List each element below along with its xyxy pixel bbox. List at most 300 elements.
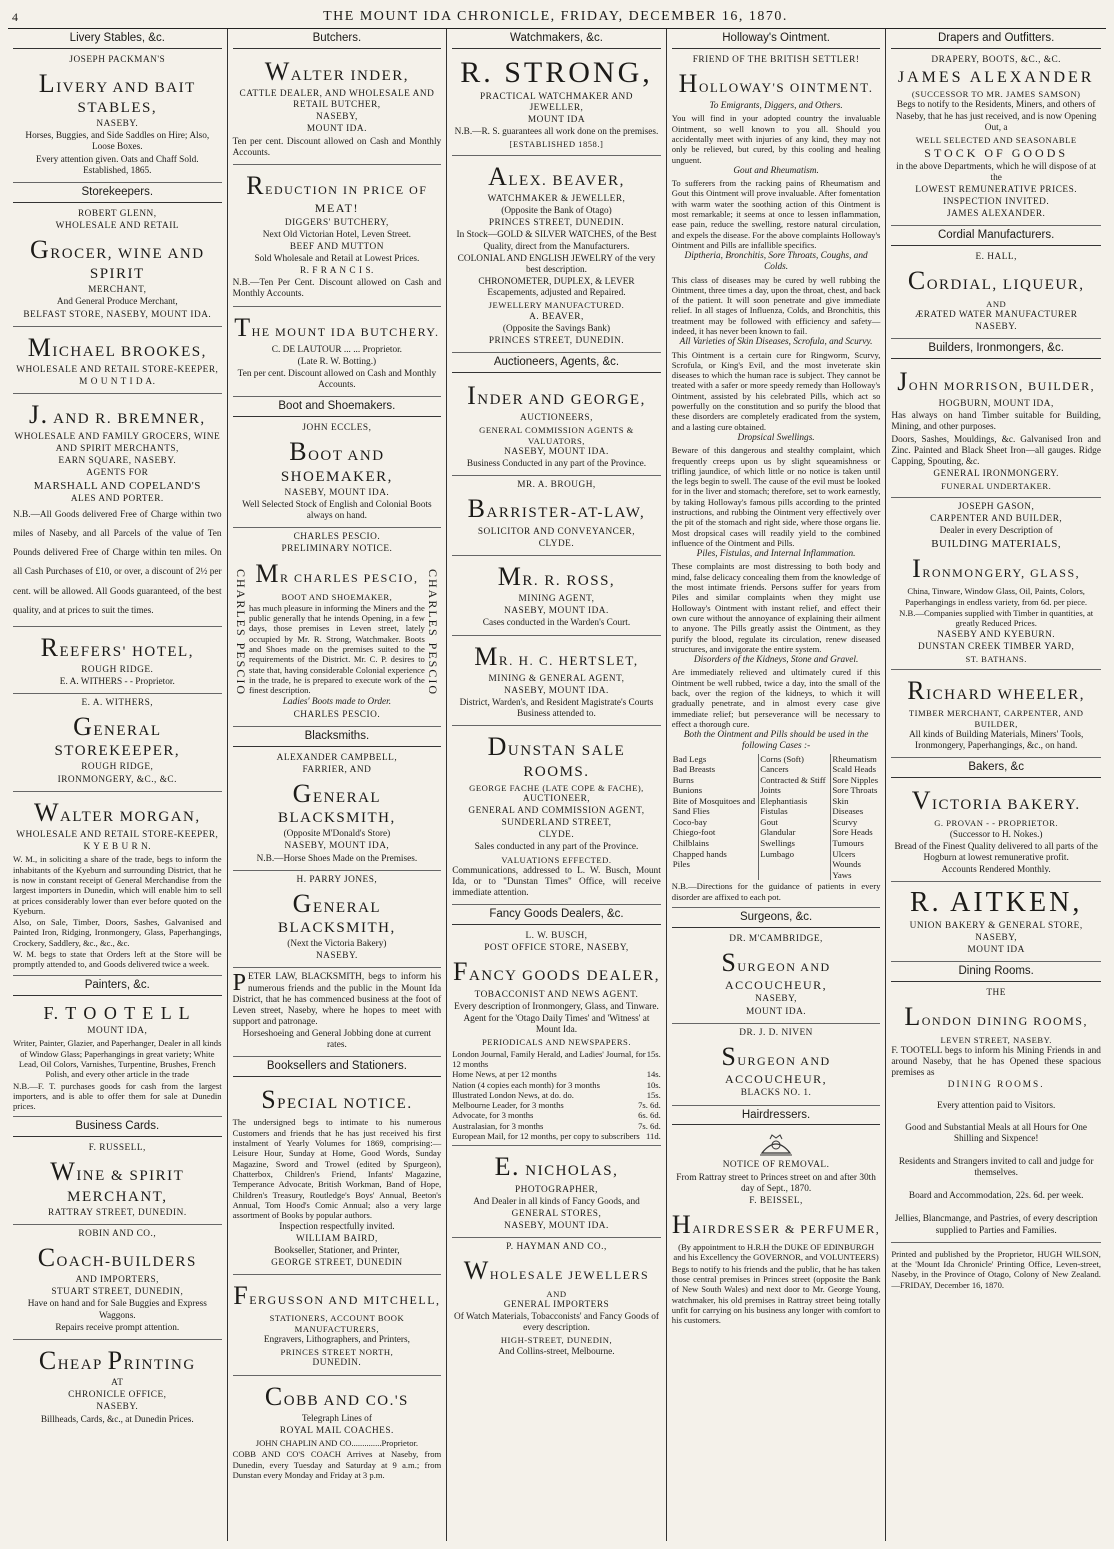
- ad-line: NASEBY, MOUNT IDA.: [504, 606, 609, 617]
- section-heading: Painters, &c.: [13, 979, 222, 996]
- ad-body: N.B.—Directions for the guidance of patients in every disorder are affixed to each pot.: [671, 881, 881, 902]
- ad-line: ST. BATHANS.: [965, 653, 1027, 664]
- subheading: Diptheria, Bronchitis, Sore Throats, Coughs, and Colds.: [684, 251, 868, 273]
- ad-line: Engravers, Lithographers, and Printers,: [263, 1335, 410, 1346]
- section-heading: Bakers, &c: [891, 761, 1101, 778]
- ad-line: NASEBY, MOUNT IDA.: [504, 446, 609, 457]
- section-heading: Fancy Goods Dealers, &c.: [452, 908, 661, 925]
- ad-line: C. DE LAUTOUR ... ... Proprietor.: [271, 344, 403, 355]
- ad-body: Writer, Painter, Glazier, and Paperhanger, Dealer in all kinds of Window Glass; Paperhangings in great variety; White Lead, Oil Colors, Varnishes, Turpentine, Brushes, French Polish, and every other article in the trade: [13, 1038, 222, 1080]
- ad-glenn: [13, 205, 222, 327]
- ad-headline: REDUCTION IN PRICE OF MEAT!: [246, 170, 428, 216]
- ad-body: W. M. begs to state that Orders left at the Store will be promptly attended to, and Goods delivered twice a week.: [13, 949, 222, 970]
- ad-body: has much pleasure in informing the Miners and the public generally that he intends Opening, in a few days, those premises in Leven street, lately occupied by Mr. R. Strong, Watchmaker. Boots and Shoes made on the premises suited to the requirements of the District. Mr. C. P. desires to state that, having considerable Colonial experience in the trade, he is prepared to execute work of the finest description.: [248, 602, 425, 696]
- case-item: Bad Legs: [672, 753, 707, 764]
- ad-line: AND IMPORTERS,: [75, 1275, 159, 1286]
- ad-mccambridge: [672, 930, 881, 1024]
- ad-line: PRINCES STREET, DUNEDIN.: [488, 335, 625, 346]
- case-item: Coco-bay: [672, 816, 707, 827]
- ad-line: CARPENTER AND BUILDER,: [930, 513, 1063, 524]
- ad-hayman: [452, 1238, 661, 1363]
- subheading: Both the Ointment and Pills should be used in the following Cases :-: [683, 730, 869, 752]
- ad-line: BEEF AND MUTTON: [289, 241, 384, 252]
- ad-line: PERIODICALS AND NEWSPAPERS.: [481, 1037, 631, 1048]
- ad-headline: CHEAP PRINTING: [38, 1345, 196, 1375]
- ad-line: NASEBY, MOUNT IDA.: [504, 1221, 609, 1232]
- ad-line: NOTICE OF REMOVAL.: [722, 1160, 830, 1171]
- ad-body: These complaints are most distressing to both body and mind, false delicacy concealing them from the knowledge of the most intimate friends. Persons suffer for years from Piles and similar complaints when they might use Holloway's Ointment with instant relief, and effect their own cure without the annoyance of explaining their ailment to anyone. The Pills greatly assist the Ointment, as they purify the blood, regulate its circulation, renew diseased structures, and invigorate the entire system.: [671, 561, 881, 654]
- ad-line: AND: [546, 1288, 567, 1299]
- ad-diggers: [233, 165, 442, 307]
- section-heading: Dining Rooms.: [891, 965, 1101, 982]
- ad-line: MOUNT IDA.: [746, 1006, 807, 1017]
- ad-name: F. BEISSEL,: [749, 1195, 803, 1206]
- ad-line: NASEBY.: [96, 119, 139, 130]
- ad-line: LOWEST REMUNERATIVE PRICES.: [915, 184, 1078, 195]
- ad-line: (Next the Victoria Bakery): [287, 939, 387, 950]
- case-item: Ulcers: [832, 848, 856, 859]
- ad-line: NASEBY.: [315, 951, 358, 962]
- ad-withers: [13, 694, 222, 792]
- column-3: [447, 29, 667, 1541]
- case-item: Yaws: [832, 869, 852, 880]
- ad-headline: GENERAL BLACKSMITH,: [278, 779, 396, 827]
- ad-body: Agent for the 'Otago Daily Times' and 'Witness' at Mount Ida.: [463, 1013, 650, 1036]
- ad-cobb: [233, 1376, 442, 1486]
- ad-eccles: [233, 419, 442, 528]
- columns: [8, 29, 1106, 1541]
- ad-headline: RICHARD WHEELER,: [907, 676, 1086, 706]
- ad-line: PRINCES STREET NORTH,: [280, 1347, 394, 1358]
- ad-line: RATTRAY STREET, DUNEDIN.: [47, 1207, 187, 1218]
- ad-line: NASEBY, MOUNT IDA,: [284, 841, 390, 852]
- ad-line: Ladies' Boots made to Order.: [282, 696, 392, 707]
- ad-body: Are immediately relieved and ultimately cured if this Ointment be well rubbed, twice a day, into the small of the back, over the region of the kidneys, to which it will gradually penetrate, and in almost every case give immediate relief; but perseverance will be necessary to effect a thorough cure.: [671, 667, 881, 730]
- ad-headline: WALTER INDER,: [264, 56, 410, 86]
- ad-body: (By appointment to H.R.H the DUKE OF EDINBURGH and his Excellency the GOVERNOR, and VOLUNTEERS): [673, 1242, 879, 1263]
- ad-morgan: [13, 792, 222, 976]
- ad-line: G. PROVAN - - PROPRIETOR.: [934, 818, 1059, 829]
- ad-headline: COBB AND CO.'S: [264, 1381, 409, 1411]
- ad-body: Has always on hand Timber suitable for Building, Mining, and other purposes.: [891, 411, 1101, 433]
- ad-line: And Collins-street, Melbourne.: [498, 1346, 615, 1357]
- ad-line: MOUNT IDA,: [87, 1026, 148, 1037]
- ad-line: PRACTICAL WATCHMAKER AND JEWELLER,: [479, 91, 633, 113]
- ad-line: Sold Wholesale and Retail at Lowest Prices.: [254, 253, 420, 264]
- ad-gason: [891, 498, 1101, 671]
- column-2: [228, 29, 448, 1541]
- ad-name: DR. M'CAMBRIDGE,: [729, 933, 823, 944]
- case-item: Gout: [760, 816, 778, 827]
- ad-body: Also, on Sale, Timber, Doors, Sashes, Galvanised and Painted Iron, Ridging, Ironmongery, Glass, Paperhangings, Crockery, Saddlery, &c., &c., &c.: [13, 917, 222, 948]
- ad-headline: WINE & SPIRIT MERCHANT,: [50, 1157, 185, 1205]
- ad-line: Inspection respectfully invited.: [279, 1221, 395, 1232]
- ad-line: (Opposite M'Donald's Store): [283, 829, 391, 840]
- ad-line: GEORGE FACHE (LATE COPE & FACHE),: [469, 782, 644, 793]
- case-item: Sore Throats: [832, 785, 878, 796]
- ad-line: R. F R A N C I S.: [299, 266, 374, 277]
- ad-headline: HAIRDRESSER & PERFUMER,: [671, 1209, 881, 1239]
- ad-line: MERCHANT,: [88, 285, 147, 296]
- ad-body: COBB AND CO'S COACH Arrives at Naseby, from Dunedin, every Tuesday and Saturday at 9 a.m.; from Dunstan every Monday and Friday at 3 p.m.: [232, 1449, 442, 1481]
- ad-body: N.B.—F. T. purchases goods for cash from the largest importers, and is able to offer them for sale at Dunedin prices.: [13, 1080, 222, 1112]
- ad-pescio: [233, 528, 442, 727]
- ad-headline: SPECIAL NOTICE.: [261, 1085, 413, 1115]
- ad-headline: F. T O O T E L L: [43, 1002, 192, 1023]
- ad-body: Bread of the Finest Quality delivered to all parts of the Hogburn at lowest remunerative profit.: [894, 841, 1098, 864]
- ad-headline: MR. R. ROSS,: [497, 561, 616, 591]
- ad-victoria: [891, 780, 1101, 882]
- ad-dunstan: [452, 726, 661, 905]
- ad-headline: FANCY GOODS DEALER,: [452, 957, 660, 987]
- masthead: [8, 6, 1106, 29]
- ad-line: M O U N T I D A.: [79, 377, 156, 388]
- section-heading: Builders, Ironmongers, &c.: [891, 342, 1101, 359]
- ad-headline: MR CHARLES PESCIO,: [255, 559, 419, 589]
- ad-line: STATIONERS, ACCOUNT BOOK MANUFACTURERS,: [269, 1313, 405, 1334]
- ad-line: TOBACCONIST AND NEWS AGENT.: [474, 989, 639, 1000]
- ad-body: Every description of Ironmongery, Glass, and Tinware.: [454, 1001, 659, 1012]
- ad-line: MARSHALL AND COPELAND'S: [33, 480, 201, 492]
- column-5: [886, 29, 1106, 1541]
- section-heading: Auctioneers, Agents, &c.: [452, 356, 661, 373]
- ad-line: [ESTABLISHED 1858.]: [509, 139, 604, 150]
- ad-headline: LIVERY AND BAIT STABLES,: [38, 68, 196, 117]
- ad-body: Jellies, Blancmange, and Pastries, of every description supplied to Parties and Families.: [894, 1214, 1098, 1236]
- ad-line: JOHN CHAPLIN AND CO..............Proprietor.: [255, 1438, 419, 1449]
- ad-body: Sales conducted in any part of the Province.: [474, 842, 639, 853]
- ad-line: Next Old Victorian Hotel, Leven Street.: [262, 229, 412, 240]
- ad-headline: VICTORIA BAKERY.: [911, 786, 1081, 816]
- case-item: Bunions: [672, 785, 703, 796]
- ad-headline: INDER AND GEORGE,: [467, 380, 646, 410]
- ad-body: in the above Departments, which he will dispose of at the: [896, 161, 1097, 183]
- ad-line: ROYAL MAIL COACHES.: [279, 1425, 394, 1436]
- ad-body: This Ointment is a certain cure for Ringworm, Scurvy, Scrofula, or King's Evil, and the most inveterate skin diseases to which the human race is subject. They cannot be treated with a safer or more speedy remedy than Holloway's Ointment, assisted by his celebrated Pills, which act so powerfully on the constitution and so purify the blood that these disorders are completely eradicated from the system, and a lasting cure obtained.: [671, 349, 881, 432]
- ad-line: NASEBY, MOUNT IDA.: [504, 685, 609, 696]
- ad-line: NASEBY,: [315, 112, 358, 123]
- ad-law: [233, 968, 442, 1057]
- section-heading: Business Cards.: [13, 1120, 222, 1137]
- price-row: Illustrated London News, at do. do. 15s.: [452, 1089, 661, 1100]
- case-item: Cancers: [760, 764, 789, 775]
- ad-headline: THE MOUNT IDA BUTCHERY.: [234, 312, 440, 342]
- case-item: Chapped hands: [672, 848, 727, 859]
- price-list: [452, 1049, 661, 1142]
- subheading: Gout and Rheumatism.: [733, 165, 819, 176]
- ad-line: ROUGH RIDGE,: [81, 762, 154, 773]
- ad-line: CHARLES PESCIO.: [293, 709, 381, 720]
- ad-headline: JOHN MORRISON, BUILDER,: [897, 366, 1096, 396]
- ad-headline: R. STRONG,: [460, 55, 653, 89]
- ad-headline: E. NICHOLAS,: [494, 1152, 619, 1182]
- ad-packman: [13, 51, 222, 183]
- case-item: Sore Heads: [832, 827, 873, 838]
- ad-beissel: [672, 1127, 881, 1330]
- ad-headline: FERGUSSON AND MITCHELL,: [233, 1281, 441, 1311]
- ad-line: (Opposite the Bank of Otago): [501, 206, 612, 217]
- ad-niven: [672, 1024, 881, 1106]
- ad-body: Ten per cent. Discount allowed on Cash and Monthly Accounts.: [232, 136, 442, 158]
- ad-headline: BARRISTER-AT-LAW,: [467, 494, 646, 524]
- ad-line: IRONMONGERY, &C., &C.: [57, 774, 177, 785]
- ad-headline: COACH-BUILDERS: [37, 1242, 197, 1272]
- case-item: Contracted & Stiff Joints: [760, 774, 826, 796]
- ad-headline: MICHAEL BROOKES,: [27, 332, 207, 362]
- price-row: Nation (4 copies each month) for 3 months 10s.: [452, 1079, 661, 1090]
- ad-line: AUCTIONEERS,: [520, 413, 593, 424]
- ad-line: PRELIMINARY NOTICE.: [281, 544, 393, 555]
- case-item: Skin Diseases: [832, 795, 864, 817]
- ad-line: FUNERAL UNDERTAKER.: [941, 481, 1052, 492]
- ad-headline: R. AITKEN,: [910, 887, 1083, 919]
- subheading: Piles, Fistulas, and Internal Inflammation.: [696, 549, 856, 560]
- ad-line: GENERAL COMMISSION AGENTS & VALUATORS,: [479, 425, 634, 446]
- ad-nicholas: [452, 1146, 661, 1238]
- ad-headline: GENERAL STOREKEEPER,: [54, 712, 181, 760]
- ad-headline: MR. H. C. HERTSLET,: [474, 641, 639, 671]
- ad-line: Accounts Rendered Monthly.: [941, 865, 1051, 876]
- ad-body: W. M., in soliciting a share of the trade, begs to inform the inhabitants of the Kyeburn and surrounding District, that he is now in constant receipt of General Merchandise from the largest importers in Dunedin, which will enable him to sell at prices considerably lower than ever before quoted on the Kyeburn.: [13, 854, 222, 916]
- ad-headline: GENERAL BLACKSMITH,: [278, 888, 396, 937]
- ad-line: Bookseller, Stationer, and Printer,: [274, 1245, 400, 1256]
- ad-line: ALES AND PORTER.: [70, 494, 164, 505]
- section-heading: Boot and Shoemakers.: [233, 400, 442, 417]
- ad-line: BOOT AND SHOEMAKER,: [281, 591, 393, 602]
- ad-line: NASEBY AND KYEBURN.: [937, 629, 1056, 640]
- subheading: All Varieties of Skin Diseases, Scrofula, and Scurvy.: [679, 337, 873, 348]
- case-item: Bad Breasts: [672, 764, 716, 775]
- ad-wheeler: [891, 670, 1101, 758]
- ad-hertslet: [452, 636, 661, 727]
- section-heading: Livery Stables, &c.: [13, 32, 222, 49]
- ad-holloway: [672, 51, 881, 908]
- ad-robin: [13, 1225, 222, 1340]
- ad-strong: [452, 51, 661, 156]
- ad-body: N.B.—All Goods delivered Free of Charge within two miles of Naseby, and all Parcels of the value of Ten Pounds delivered Free of Charge within ten miles. On all Cash Purchases of £10, or over, a discount of 2½ per cent. will be allowed. All Goods guaranteed, of the best quality, and at prices to suit the times.: [13, 510, 222, 616]
- case-item: Scurvy: [832, 816, 858, 827]
- ad-name: P. HAYMAN AND CO.,: [506, 1242, 607, 1253]
- subheading: Dropsical Swellings.: [737, 433, 815, 444]
- case-item: Elephantiasis: [760, 795, 808, 806]
- section-heading: Drapers and Outfitters.: [891, 32, 1101, 49]
- ad-body: You will find in your adopted country the invaluable Ointment, so well known to you all. Should you accidentally meet with injuries of any kind, they may not only be relieved, but cured, by this cooling and healing unguent.: [671, 113, 881, 165]
- ad-line: BLACKS NO. 1.: [740, 1088, 812, 1099]
- ad-body: Good and Substantial Meals at all Hours for One Shilling and Sixpence!: [905, 1122, 1088, 1144]
- ad-line: TIMBER MERCHANT, CARPENTER, AND BUILDER,: [908, 708, 1084, 729]
- ad-line: NASEBY, MOUNT IDA.: [284, 487, 390, 498]
- ad-headline: GROCER, WINE AND SPIRIT: [30, 235, 205, 283]
- ad-headline: SURGEON AND ACCOUCHEUR,: [721, 1041, 831, 1087]
- side-text-right: CHARLES PESCIO: [426, 569, 441, 697]
- ad-line: BUILDING MATERIALS,: [931, 538, 1062, 551]
- ad-body: Board and Accommodation, 22s. 6d. per week.: [908, 1191, 1084, 1202]
- ad-line: ÆRATED WATER MANUFACTURER: [914, 309, 1078, 320]
- ad-line: NASEBY,: [755, 994, 797, 1005]
- drop-cap: P: [232, 970, 246, 997]
- ad-beaver: [452, 156, 661, 353]
- ad-body: Every attention paid to Visitors.: [937, 1101, 1056, 1112]
- ad-line: WHOLESALE AND RETAIL STORE-KEEPER,: [16, 829, 219, 840]
- ad-fergusson: [233, 1275, 442, 1375]
- cases-column: [831, 754, 881, 881]
- ad-line: Horseshoeing and General Jobbing done at current rates.: [242, 1029, 432, 1051]
- ad-body: Well Selected Stock of English and Colonial Boots always on hand.: [242, 499, 432, 521]
- ad-line: (Opposite the Savings Bank): [502, 323, 611, 334]
- ad-line: WHOLESALE AND RETAIL: [55, 220, 179, 231]
- ad-brough: [452, 476, 661, 556]
- ad-ross: [452, 556, 661, 636]
- ad-line: NASEBY.: [975, 322, 1018, 333]
- ad-line: STUART STREET, DUNEDIN,: [51, 1287, 184, 1298]
- case-item: Wounds: [832, 859, 861, 870]
- ad-body: In Stock—GOLD & SILVER WATCHES, of the Best Quality, direct from the Manufacturers.: [456, 230, 657, 252]
- ad-jones: [233, 871, 442, 969]
- ad-name: H. PARRY JONES,: [296, 874, 378, 885]
- case-item: Lumbago: [760, 848, 794, 859]
- ad-line: Every attention given. Oats and Chaff Sold. Established, 1865.: [36, 154, 199, 176]
- ad-line: And General Produce Merchant,: [56, 297, 178, 308]
- ad-line: JAMES ALEXANDER.: [946, 209, 1046, 220]
- ad-line: WHOLESALE AND RETAIL STORE-KEEPER,: [16, 364, 219, 375]
- ad-headline: WALTER MORGAN,: [33, 797, 201, 827]
- ad-line: A. BEAVER,: [529, 311, 584, 322]
- ad-line: CATTLE DEALER, AND WHOLESALE AND RETAIL BUTCHER,: [239, 88, 435, 111]
- ad-name: L. W. BUSCH,: [525, 931, 588, 942]
- ad-line: DIGGERS' BUTCHERY,: [284, 217, 389, 228]
- ad-body: China, Tinware, Window Glass, Oil, Paints, Colors, Paperhangings in endless variety, from 6d. per piece.: [905, 586, 1088, 607]
- ad-line: WATCHMAKER & JEWELLER,: [487, 193, 626, 204]
- ad-line: EARN SQUARE, NASEBY.: [58, 455, 177, 466]
- ad-line: THE: [986, 988, 1006, 999]
- ad-line: JEWELLERY MANUFACTURED.: [488, 300, 625, 311]
- ad-line: MINING AGENT,: [518, 594, 595, 605]
- ad-line: WHOLESALE AND FAMILY GROCERS, WINE AND SPIRIT MERCHANTS,: [14, 432, 221, 454]
- ad-line: (Successor to H. Nokes.): [949, 829, 1043, 840]
- case-item: Tumours: [832, 838, 864, 849]
- ad-line: UNION BAKERY & GENERAL STORE,: [909, 920, 1083, 931]
- cases-column: [759, 754, 831, 881]
- ad-line: N.B.—Horse Shoes Made on the Premises.: [256, 853, 418, 864]
- ad-body: Begs to notify to his friends and the public, that he has taken those central premises in Princes street (opposite the Bank of New South Wales) and next door to Mr. George Young, watchmaker, his old premises in Rattray street being totally unfit for carrying on his business any longer with comfort to his customers.: [671, 1263, 881, 1326]
- ad-body: F. TOOTELL begs to inform his Mining Friends in and around Naseby, that he has Opened these spacious premises as: [891, 1045, 1101, 1079]
- ad-headline: SURGEON AND ACCOUCHEUR,: [721, 947, 831, 992]
- ad-line: LEVEN STREET, NASEBY.: [940, 1034, 1052, 1045]
- ad-headline: ALEX. BEAVER,: [488, 161, 625, 191]
- ad-line: Repairs receive prompt attention.: [55, 1322, 180, 1333]
- ad-line: GENERAL IMPORTERS: [503, 1299, 610, 1310]
- ad-line: Cases conducted in the Warden's Court.: [482, 618, 631, 629]
- ad-body: Ten per cent. Discount allowed on Cash and Monthly Accounts.: [237, 369, 437, 391]
- ad-line: GENERAL AND COMMISSION AGENT,: [468, 805, 645, 816]
- ad-line: CLYDE.: [538, 538, 575, 549]
- ad-line: MOUNT IDA: [527, 115, 586, 126]
- ad-inder-george: [452, 375, 661, 476]
- section-heading: Watchmakers, &c.: [452, 32, 661, 49]
- ad-line: PHOTOGRAPHER,: [514, 1184, 598, 1195]
- ad-name: JOHN ECCLES,: [302, 423, 372, 434]
- side-text-left: CHARLES PESCIO: [233, 569, 248, 697]
- ad-line: AT: [111, 1378, 124, 1389]
- ad-bremner: [13, 394, 222, 626]
- ad-body: Of Watch Materials, Tobacconists' and Fancy Goods of every description.: [454, 1312, 659, 1334]
- ad-name: MR. A. BROUGH,: [517, 480, 596, 491]
- ad-line: CLYDE.: [538, 830, 575, 841]
- ad-line: AGENTS FOR: [86, 467, 149, 478]
- ad-body: N.B.—Ten Per Cent. Discount allowed on Cash and Monthly Accounts.: [232, 278, 442, 300]
- ad-line: E. A. WITHERS - - Proprietor.: [59, 676, 175, 687]
- ad-line: VALUATIONS EFFECTED.: [501, 854, 612, 865]
- ad-body: Doors, Sashes, Mouldings, &c. Galvanised Iron and Zinc. Painted and Black Sheet Iron—all gauges. Ridge Capping, Spouting, &c.: [891, 434, 1101, 467]
- ad-body: Business Conducted in any part of the Province.: [466, 459, 647, 470]
- ad-line: MOUNT IDA: [967, 945, 1025, 956]
- ad-body: All kinds of Building Materials, Miners' Tools, Ironmongery, Paperhangings, &c., on hand.: [908, 730, 1084, 752]
- ad-headline: REEFERS' HOTEL,: [40, 632, 194, 662]
- ad-line: (Late R. W. Botting.): [297, 356, 377, 367]
- ad-line: ROUGH RIDGE.: [81, 664, 154, 675]
- ad-body: From Rattray street to Princes street on and after 30th day of Sept., 1870.: [676, 1172, 876, 1194]
- ad-line: GEORGE STREET, DUNEDIN: [271, 1258, 403, 1269]
- ad-busch: [452, 927, 661, 1146]
- case-item: Chiego-foot: [672, 827, 716, 838]
- ad-line: AUCTIONEER,: [522, 793, 591, 804]
- ad-headline: J. AND R. BREMNER,: [29, 400, 206, 430]
- price-row: European Mail, for 12 months, per copy to subscribers 11d.: [452, 1131, 661, 1142]
- ad-headline: JAMES ALEXANDER: [897, 68, 1095, 86]
- ad-body: COLONIAL AND ENGLISH JEWELRY of the very best description.: [457, 253, 656, 275]
- ad-body: N.B.—R. S. guarantees all work done on the premises.: [454, 127, 659, 138]
- section-heading: Butchers.: [233, 32, 442, 49]
- ad-name: E. HALL,: [975, 252, 1017, 263]
- section-heading: Hairdressers.: [672, 1109, 881, 1126]
- ad-line: SOLICITOR AND CONVEYANCER,: [477, 526, 636, 537]
- ad-inder: [233, 51, 442, 165]
- ad-line: MOUNT IDA.: [306, 124, 367, 135]
- ad-line: BELFAST STORE, NASEBY, MOUNT IDA.: [23, 309, 212, 320]
- case-item: Chilblains: [672, 838, 709, 849]
- subheading: Disorders of the Kidneys, Stone and Gravel.: [693, 655, 859, 666]
- royal-crest-icon: [758, 1133, 794, 1157]
- subheading: To Emigrants, Diggers, and Others.: [709, 101, 843, 112]
- ad-headline: HOLLOWAY'S OINTMENT.: [678, 68, 874, 98]
- ad-name: CHARLES PESCIO.: [293, 532, 381, 543]
- ad-name: JOSEPH PACKMAN'S: [69, 54, 166, 65]
- ad-line: GENERAL IRONMONGERY.: [933, 469, 1060, 480]
- ad-line: DUNSTAN CREEK TIMBER YARD,: [917, 641, 1075, 652]
- price-row: Australasian, for 3 months 7s. 6d.: [452, 1120, 661, 1131]
- price-row: London Journal, Family Herald, and Ladies' Journal, for 12 months 15s.: [452, 1048, 661, 1069]
- price-row: Melbourne Leader, for 3 months 7s. 6d.: [452, 1100, 661, 1111]
- ad-line: WELL SELECTED AND SEASONABLE: [915, 134, 1077, 145]
- ad-printing: [13, 1340, 222, 1431]
- ad-mount-ida-butchery: [233, 307, 442, 398]
- ad-headline: BOOT AND SHOEMAKER,: [280, 437, 393, 485]
- ad-line: INSPECTION INVITED.: [943, 197, 1050, 208]
- ad-body: And Dealer in all kinds of Fancy Goods, and: [473, 1196, 640, 1207]
- ad-name: DR. J. D. NIVEN: [739, 1027, 813, 1038]
- ad-name: ALEXANDER CAMPBELL,: [276, 752, 398, 763]
- ad-line: Billheads, Cards, &c., at Dunedin Prices.: [40, 1414, 194, 1425]
- ad-name: ROBIN AND CO.,: [78, 1228, 157, 1239]
- ad-tootell: [13, 998, 222, 1118]
- ad-line: PRINCES STREET, DUNEDIN.: [488, 218, 625, 229]
- ad-headline: CORDIAL, LIQUEUR,: [907, 266, 1085, 296]
- imprint: Printed and published by the Proprietor, HUGH WILSON, at the 'Mount Ida Chronicle' Printing Office, Leven-street, Naseby, in the Province of Otago, Colony of New Zealand. —FRIDAY, December 16, 1870.: [891, 1248, 1101, 1290]
- section-heading: Cordial Manufacturers.: [891, 229, 1101, 246]
- ad-headline: DUNSTAN SALE ROOMS.: [487, 732, 626, 780]
- ad-special-notice: [233, 1079, 442, 1275]
- ad-line: HIGH-STREET, DUNEDIN,: [500, 1335, 613, 1346]
